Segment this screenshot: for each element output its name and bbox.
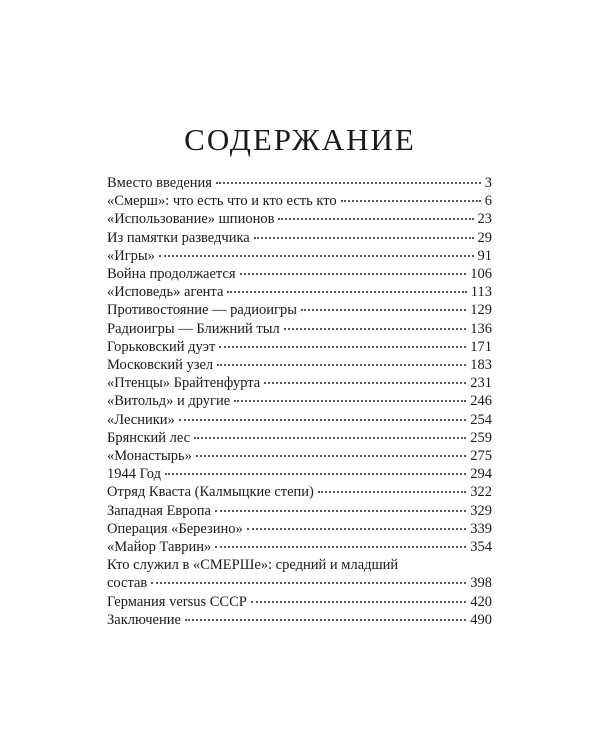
- toc-entry-title-continuation: состав: [107, 575, 148, 592]
- dot-leader: [264, 382, 466, 384]
- toc-entry: [107, 356, 492, 374]
- dot-leader: [284, 328, 467, 330]
- toc-entry-title: «Монастырь»: [107, 448, 192, 465]
- dot-leader: [254, 237, 474, 239]
- toc-entry: [107, 611, 492, 629]
- toc-entry-title: 1944 Год: [107, 466, 161, 483]
- dot-leader: [215, 546, 466, 548]
- toc-entry-title: «Витольд» и другие: [107, 393, 231, 410]
- dot-leader: [251, 601, 466, 603]
- toc-entry: [107, 538, 492, 556]
- toc-entry: [107, 392, 492, 410]
- dot-leader: [196, 455, 466, 457]
- toc-entry-title: Отряд Кваста (Калмыцкие степи): [107, 484, 314, 501]
- toc-entry: [107, 465, 492, 483]
- toc-entry-title: Западная Европа: [107, 502, 211, 519]
- toc-entry-page: 113: [470, 284, 492, 301]
- dot-leader: [341, 200, 481, 202]
- dot-leader: [234, 400, 466, 402]
- toc-entry-title: «Использование» шпионов: [107, 211, 275, 228]
- toc-entry-title: Радиоигры — Ближний тыл: [107, 320, 280, 337]
- toc-entry-page: 106: [470, 266, 492, 283]
- toc-entry-title: «Майор Таврин»: [107, 539, 212, 556]
- toc-entry-page: 246: [470, 393, 492, 410]
- toc-entry: [107, 374, 492, 392]
- toc-entry-title: Вместо введения: [107, 175, 212, 191]
- toc-entry: [107, 301, 492, 319]
- toc-entry-page: 259: [470, 429, 492, 446]
- toc-entry-title: Московский узел: [107, 357, 214, 374]
- toc-entry-page: 91: [477, 247, 492, 264]
- page-title: СОДЕРЖАНИЕ: [184, 122, 416, 157]
- toc-entry-page: 420: [470, 593, 492, 610]
- toc-entry-page: 490: [470, 611, 492, 628]
- toc-entry-page: 129: [470, 302, 492, 319]
- dot-leader: [215, 510, 466, 512]
- dot-leader: [194, 437, 466, 439]
- toc-entry-title: «Игры»: [107, 247, 155, 264]
- toc-entry: [107, 174, 492, 192]
- dot-leader: [151, 582, 466, 584]
- dot-leader: [219, 346, 466, 348]
- toc-entry: [107, 447, 492, 465]
- dot-leader: [179, 419, 466, 421]
- dot-leader: [278, 218, 473, 220]
- toc-entry-page: 171: [470, 338, 492, 355]
- toc-entry-page: 231: [470, 375, 492, 392]
- toc-entry: [107, 593, 492, 611]
- toc-entry-title: Брянский лес: [107, 429, 191, 446]
- toc-entry-page: 23: [477, 211, 492, 228]
- toc-entry: [107, 556, 492, 574]
- toc-entry: [107, 520, 492, 538]
- toc-entry: [107, 229, 492, 247]
- toc-entry-title: Операция «Березино»: [107, 520, 243, 537]
- dot-leader: [217, 364, 466, 366]
- toc-entry: [107, 338, 492, 356]
- toc-entry-page: 275: [470, 448, 492, 465]
- dot-leader: [301, 309, 466, 311]
- toc-entry: [107, 411, 492, 429]
- toc-entry: [107, 502, 492, 520]
- toc-entry-page: 322: [470, 484, 492, 501]
- toc-entry-page: 29: [477, 229, 492, 246]
- toc-entry-page: 398: [470, 575, 492, 592]
- toc-entry-title: «Птенцы» Брайтенфурта: [107, 375, 261, 392]
- table-of-contents: [107, 174, 492, 629]
- dot-leader: [227, 291, 466, 293]
- toc-entry: [107, 210, 492, 228]
- dot-leader: [240, 273, 467, 275]
- toc-entry-page: 294: [470, 466, 492, 483]
- toc-entry-title: Война продолжается: [107, 266, 236, 283]
- toc-entry-page: 339: [470, 520, 492, 537]
- dot-leader: [247, 528, 466, 530]
- toc-entry-page: 254: [470, 411, 492, 428]
- toc-entry-title: Кто служил в «СМЕРШе»: средний и младший: [107, 557, 399, 574]
- toc-entry-page: 329: [470, 502, 492, 519]
- dot-leader: [159, 255, 474, 257]
- dot-leader: [216, 182, 481, 184]
- toc-entry-page: 354: [470, 539, 492, 556]
- toc-entry-title: Заключение: [107, 611, 181, 628]
- toc-entry: [107, 265, 492, 283]
- toc-entry-title: Из памятки разведчика: [107, 229, 250, 246]
- toc-entry-page: 183: [470, 357, 492, 374]
- toc-entry-page: 3: [484, 175, 492, 191]
- toc-entry-title: «Исповедь» агента: [107, 284, 224, 301]
- toc-entry-title: «Смерш»: что есть что и кто есть кто: [107, 193, 337, 210]
- toc-entry-title: Горьковский дуэт: [107, 338, 216, 355]
- toc-entry: [107, 192, 492, 210]
- toc-entry-continuation: [107, 574, 492, 592]
- toc-entry-title: Противостояние — радиоигры: [107, 302, 297, 319]
- dot-leader: [318, 491, 466, 493]
- toc-entry: [107, 283, 492, 301]
- toc-entry: [107, 429, 492, 447]
- toc-entry: [107, 247, 492, 265]
- toc-entry-page: 6: [484, 193, 492, 210]
- toc-entry-page: 136: [470, 320, 492, 337]
- toc-entry: [107, 483, 492, 501]
- toc-entry: [107, 320, 492, 338]
- toc-entry-title: «Лесники»: [107, 411, 175, 428]
- dot-leader: [165, 473, 466, 475]
- toc-entry-title: Германия versus СССР: [107, 593, 247, 610]
- dot-leader: [185, 619, 466, 621]
